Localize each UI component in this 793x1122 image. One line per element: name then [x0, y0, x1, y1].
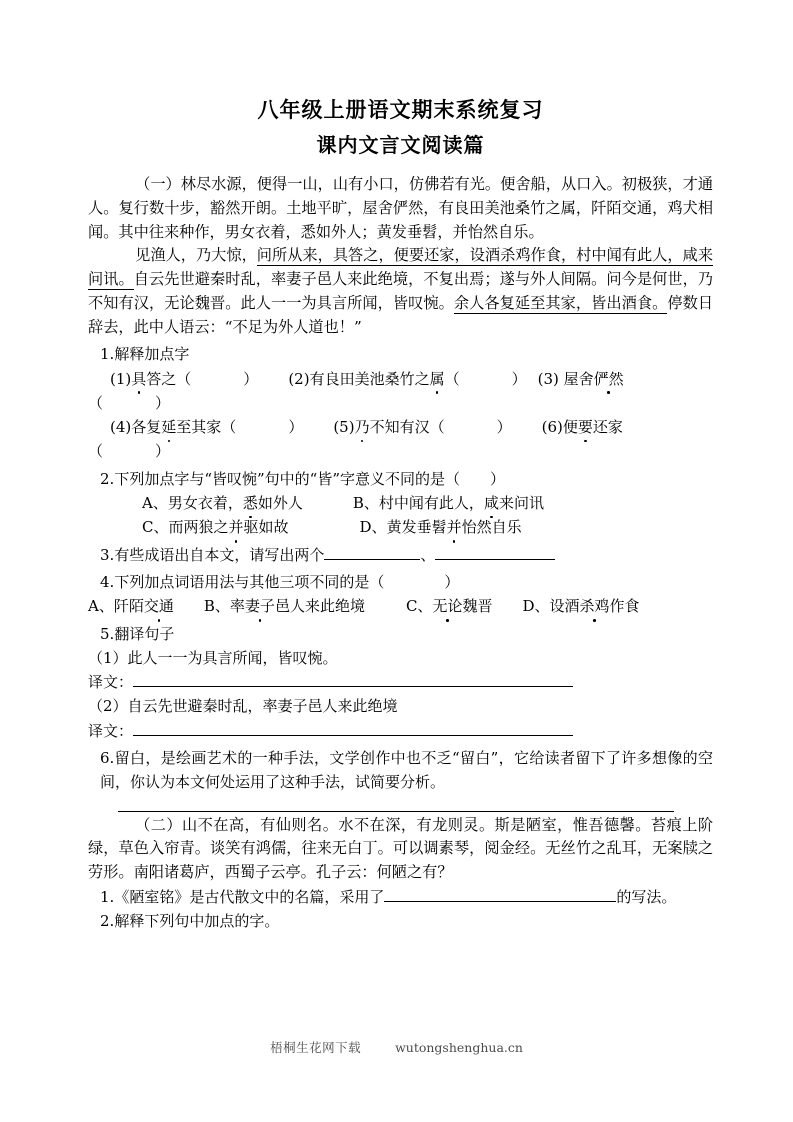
q3-answer-blank-2[interactable] — [435, 543, 555, 560]
q1-item-4-pre: 各复 — [131, 418, 162, 437]
passage-one-underline-2: 余人各复延至其家，皆出酒食。 — [453, 293, 668, 312]
q5-answer-blank-1[interactable] — [133, 670, 573, 687]
q2-option-d-pre: 黄发垂髫 — [386, 518, 447, 537]
p2-q1-answer-blank[interactable] — [384, 885, 616, 902]
q4-option-a-dotted: 交通 — [144, 594, 174, 618]
q1-item-1-number: (1) — [110, 369, 132, 388]
passage-one-tail: 停数日辞去，此中人语云：“不足为外人道也！” — [88, 293, 714, 336]
q2-option-d-post: 怡然自乐 — [461, 518, 522, 537]
q1-item-5-number: (5) — [333, 418, 355, 437]
q4-option-b-post: 邑人来此绝境 — [274, 597, 365, 616]
passage-one-underline-1: 问所从来，具答之，便要还家，设酒杀鸡作食，村中闻有此人，咸来问讯。 — [88, 246, 714, 289]
q2-option-b-pre: 村中闻有此人， — [378, 494, 484, 513]
q1-item-1-dotted: 具 — [131, 367, 146, 391]
question-2 — [88, 467, 713, 491]
question-5-answer-1 — [88, 670, 713, 694]
passage-two-label: （二） — [135, 815, 183, 834]
q5-answer-label-1: 译文： — [88, 673, 134, 692]
passage-two-question-2 — [88, 909, 713, 933]
document-sheet — [88, 0, 713, 933]
q1-item-3-dotted: 俨然 — [594, 367, 624, 391]
question-6-stem: 留白，是绘画艺术的一种手法，文学创作中也不乏“留白”，它给读者留下了许多想像的空间，你认为本文何处运用了这种手法，试简要分析。 — [100, 749, 713, 792]
passage-one — [88, 173, 713, 339]
passage-two-text: 山不在高，有仙则名。水不在深，有龙则灵。斯是陋室，惟吾德馨。苔痕上阶绿，草色入帘青。谈笑有鸿儒，往来无白丁。可以调素琴，阅金经。无丝竹之乱耳，无案牍之劳形。南阳诸葛庐，西蜀子云亭。孔子云：何陋之有？ — [88, 815, 714, 882]
question-1-row-1-overflow: （ ） — [88, 393, 171, 412]
question-2-number: 2. — [100, 469, 115, 488]
question-1-row-2-overflow: （ ） — [88, 442, 171, 461]
q2-option-a-dotted: 悉 — [243, 491, 258, 515]
q5-answer-label-2: 译文： — [88, 721, 134, 740]
q4-option-b-pre: 率 — [229, 597, 245, 616]
q4-option-c-tag[interactable]: C、 — [405, 597, 433, 616]
q1-item-6-dotted: 要 — [578, 415, 593, 439]
q2-option-b-dotted: 咸 — [484, 491, 499, 515]
question-5 — [88, 622, 713, 646]
question-1 — [88, 342, 713, 366]
q1-item-6-number: (6) — [541, 418, 563, 437]
question-4 — [88, 570, 713, 594]
q1-item-3-number: (3) — [537, 369, 559, 388]
question-1-row-2: (4)各复延至其家（ ） (5)乃不知有汉（ ） (6)便要还家 — [88, 415, 713, 439]
p2-question-1-number: 1. — [100, 887, 115, 906]
q5-answer-blank-2[interactable] — [133, 719, 573, 736]
question-1-number: 1. — [100, 345, 115, 364]
passage-one-paragraph-2 — [88, 244, 713, 339]
q4-option-a-tag[interactable]: A、 — [88, 597, 114, 616]
q4-option-d-post: 作食 — [609, 597, 640, 616]
q4-option-b-tag[interactable]: B、 — [203, 597, 230, 616]
question-5-sentence-2 — [88, 694, 713, 718]
q5-sentence-2-text: 自云先世避秦时乱，率妻子邑人来此绝境 — [127, 697, 398, 716]
passage-one-paragraph-1 — [88, 173, 713, 244]
footer-url[interactable]: wutongshenghua.cn — [395, 1040, 523, 1055]
passage-one-middle: 自云先世避秦时乱，率妻子邑人来此绝境，不复出焉；遂与外人间隔。问今是何世，乃不知有汉，无论魏晋。此人一一为具言所闻，皆叹惋。 — [88, 270, 714, 312]
q1-item-3-pre: 屋舍 — [563, 369, 594, 388]
q2-option-d-dotted: 并 — [447, 515, 462, 539]
q3-answer-blank-1[interactable] — [324, 543, 420, 560]
section-divider — [118, 811, 674, 812]
passage-one-lead: 见渔人，乃大惊， — [135, 246, 257, 265]
footer-site-name: 梧桐生花网下载 — [270, 1040, 362, 1055]
q2-option-b-tag[interactable]: B、 — [352, 494, 379, 513]
q1-item-5-post: 不知有汉 — [369, 418, 430, 437]
question-3 — [88, 543, 713, 567]
q1-item-2-pre: 有良田美池桑竹之 — [309, 369, 430, 388]
q2-option-c-dotted: 并 — [229, 515, 244, 539]
q1-item-5-dotted: 乃 — [355, 415, 370, 439]
question-4-options-row — [88, 594, 713, 618]
q4-option-c-post: 魏晋 — [462, 597, 493, 616]
q4-option-d-dotted: 杀鸡 — [580, 594, 610, 618]
question-6 — [88, 746, 713, 795]
q2-option-a-tag[interactable]: A、 — [142, 494, 168, 513]
q1-item-4-post: 至其家 — [176, 418, 222, 437]
q1-item-6-pre: 便 — [562, 418, 578, 437]
q2-option-a-post: 如外人 — [257, 494, 303, 513]
p2-question-2-number: 2. — [100, 912, 115, 931]
question-1-stem: 解释加点字 — [114, 345, 190, 364]
q1-item-6-post: 还家 — [592, 418, 623, 437]
q4-option-d-tag[interactable]: D、 — [522, 597, 550, 616]
question-5-stem: 翻译句子 — [114, 624, 175, 643]
q3-separator: 、 — [420, 545, 436, 564]
question-5-number: 5. — [100, 624, 115, 643]
question-2-options-row-1 — [88, 491, 713, 515]
q2-option-d-tag[interactable]: D、 — [359, 518, 387, 537]
q4-option-a-pre: 阡陌 — [113, 597, 144, 616]
question-5-sentence-1 — [88, 646, 713, 670]
page-footer — [0, 1038, 793, 1056]
q2-option-c-pre: 而两狼之 — [168, 518, 229, 537]
passage-two — [88, 814, 713, 885]
question-3-number: 3. — [100, 545, 115, 564]
question-4-number: 4. — [100, 572, 115, 591]
passage-one-text-1: 林尽水源，便得一山，山有小口，仿佛若有光。便舍船，从口入。初极狭，才通人。复行数十步，豁然开朗。土地平旷，屋舍俨然，有良田美池桑竹之属，阡陌交通，鸡犬相闻。其中往来种作，男女衣着，悉如外人；黄发垂髫，并怡然自乐。 — [88, 175, 714, 241]
q1-item-1-post: 答之 — [146, 369, 177, 388]
p2-question-1-stem-post: 的写法。 — [616, 887, 677, 906]
question-2-stem: 下列加点字与“皆叹惋”句中的“皆”字意义不同的是（ ） — [114, 469, 505, 488]
q1-item-2-dotted: 属 — [430, 367, 445, 391]
passage-two-question-1 — [88, 885, 713, 909]
q5-sentence-1-text: 此人一一为具言所闻，皆叹惋。 — [127, 648, 338, 667]
page-subtitle: 课内文言文阅读篇 — [316, 133, 485, 158]
page-title: 八年级上册语文期末系统复习 — [257, 97, 544, 122]
q2-option-c-tag[interactable]: C、 — [142, 518, 169, 537]
q1-item-2-number: (2) — [288, 369, 310, 388]
question-6-number: 6. — [100, 749, 115, 768]
q4-option-d-pre: 设酒 — [549, 597, 580, 616]
passage-two-paragraph — [88, 814, 713, 885]
q2-option-c-post: 驱如故 — [243, 518, 289, 537]
q1-item-4-dotted: 延 — [161, 415, 176, 439]
q4-option-c-dotted: 无论 — [432, 594, 462, 618]
passage-one-label: （一） — [135, 175, 181, 194]
p2-question-1-stem-pre: 《陋室铭》是古代散文中的名篇，采用了 — [114, 887, 385, 906]
q5-sentence-1-number: （1） — [88, 648, 128, 667]
p2-question-2-stem: 解释下列句中加点的字。 — [114, 912, 280, 931]
q5-sentence-2-number: （2） — [88, 697, 128, 716]
q4-option-b-dotted: 妻子 — [245, 594, 275, 618]
question-1-row-1: (1)具答之（ ） (2)有良田美池桑竹之属（ ） (3) 屋舍俨然 — [88, 367, 713, 391]
q2-option-b-post: 来问讯 — [498, 494, 544, 513]
question-5-answer-2 — [88, 719, 713, 743]
question-4-stem: 下列加点词语用法与其他三项不同的是（ ） — [114, 572, 460, 591]
q2-option-a-pre: 男女衣着， — [167, 494, 243, 513]
question-3-stem: 有些成语出自本文，请写出两个 — [114, 545, 325, 564]
q1-item-4-number: (4) — [110, 418, 132, 437]
question-2-options-row-2 — [88, 515, 713, 539]
